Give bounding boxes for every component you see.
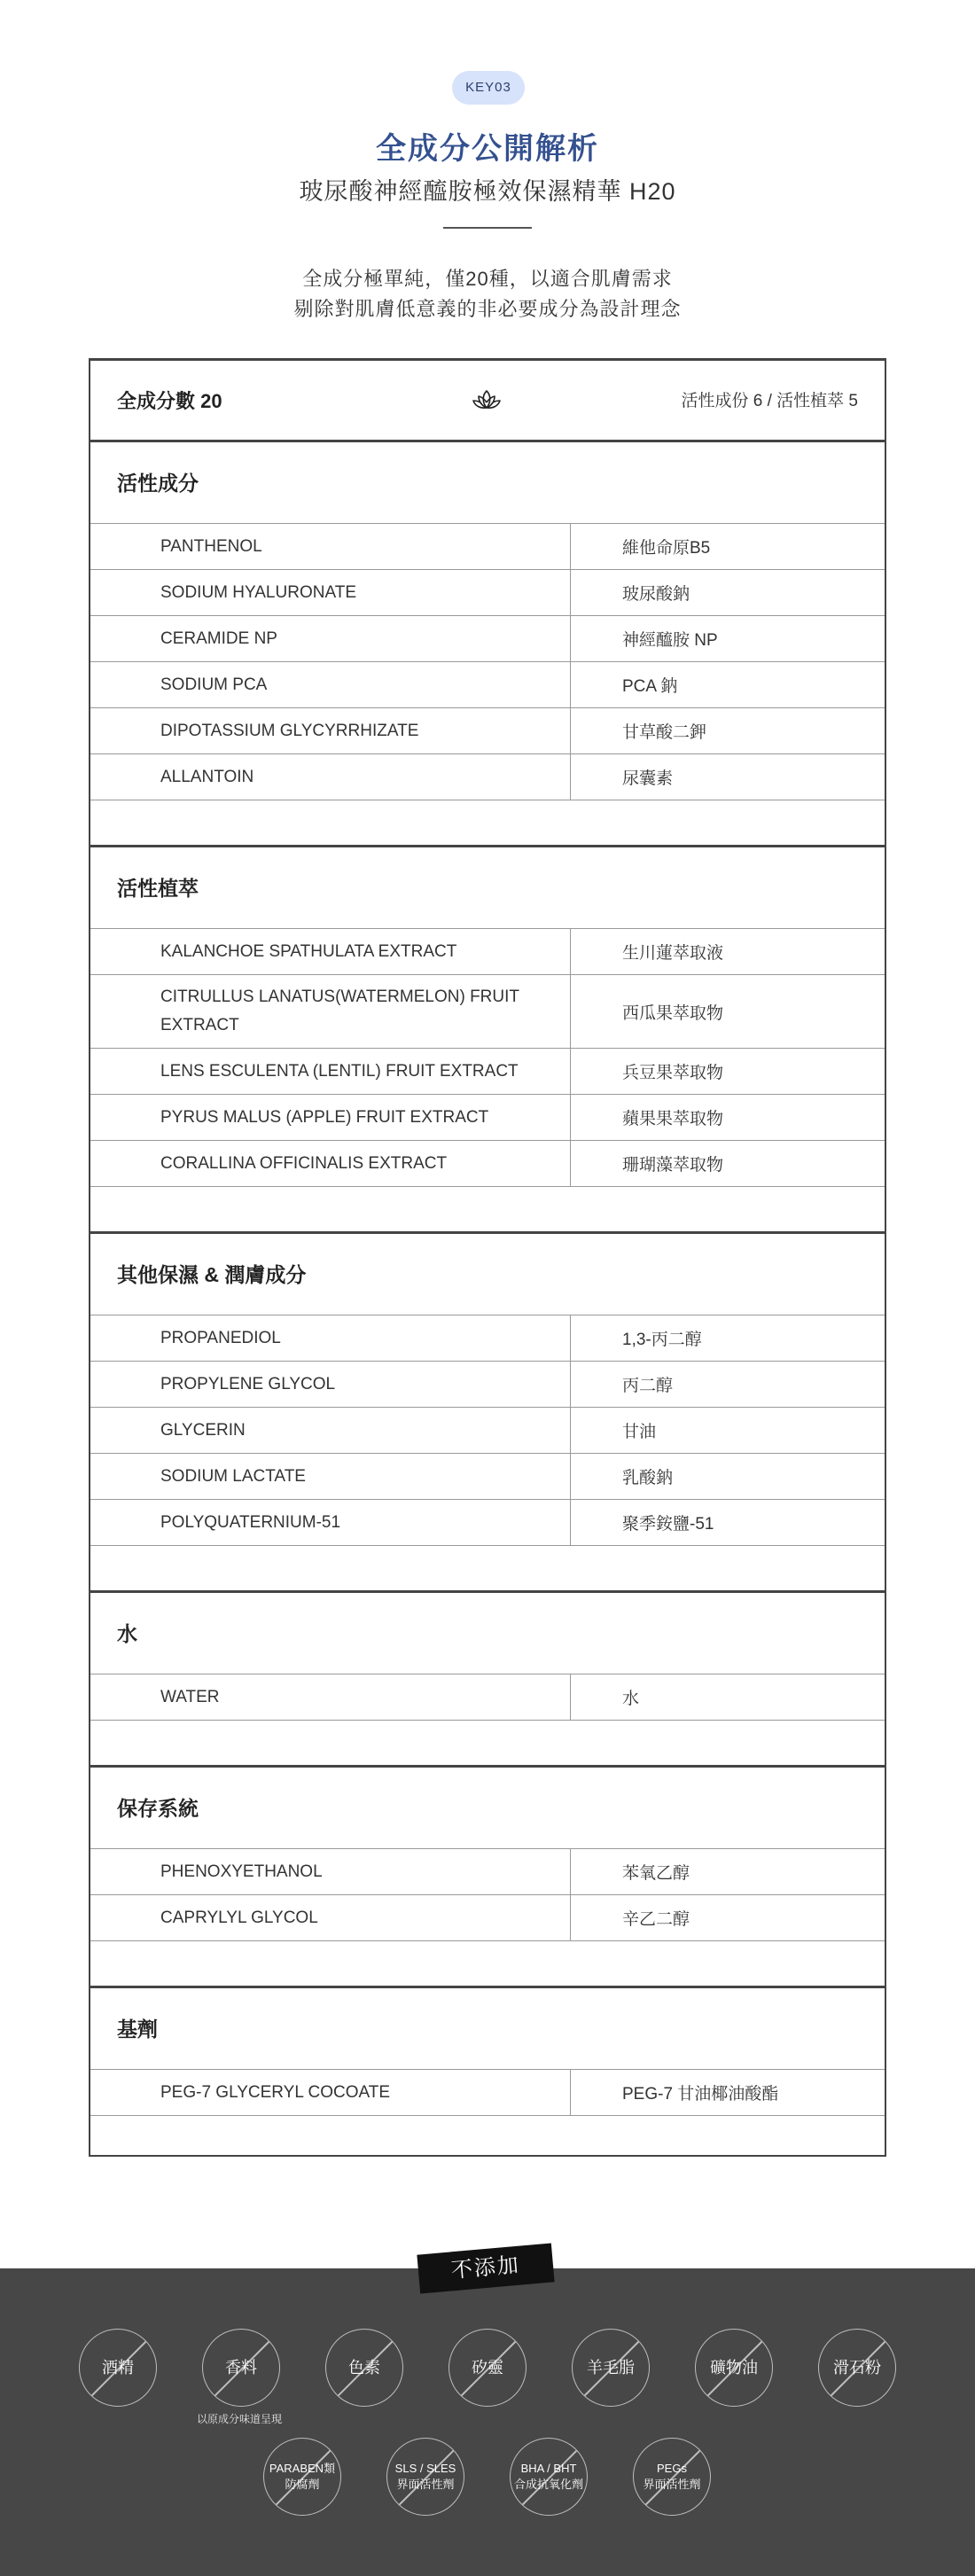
section	[90, 442, 885, 847]
badge-label: 色素	[348, 2359, 380, 2377]
free-from-badge	[263, 2438, 341, 2516]
ingredient-chinese-name: PEG-7 甘油椰油酸酯	[622, 2085, 779, 2104]
section-title: 水	[90, 1593, 885, 1674]
free-from-badge	[325, 2329, 403, 2407]
free-from-badge	[572, 2329, 650, 2407]
section	[90, 1988, 885, 2160]
ingredient-chinese-name: 神經醯胺 NP	[622, 631, 718, 650]
table-row	[90, 1408, 885, 1454]
badge-label-line-1: PEGs	[657, 2462, 687, 2475]
ingredient-chinese-name: 維他命原B5	[622, 539, 711, 558]
table-row	[90, 754, 885, 800]
description-line-1: 全成分極單純，僅20種，以適合肌膚需求	[302, 268, 673, 290]
ingredient-chinese-name: 1,3-丙二醇	[622, 1331, 702, 1349]
ingredient-inci-name: SODIUM HYALURONATE	[90, 570, 571, 615]
ingredient-chinese-name: 珊瑚藻萃取物	[622, 1156, 724, 1175]
ingredient-inci-name: POLYQUATERNIUM-51	[90, 1500, 571, 1545]
ingredient-count: 全成分數 20	[117, 390, 222, 412]
free-from-tag: 不添加	[417, 2243, 554, 2293]
table-row	[90, 570, 885, 616]
section-title: 活性成分	[90, 442, 885, 524]
badge-label-line-2: 防腐劑	[285, 2478, 320, 2491]
badge-label: 羊毛脂	[587, 2359, 635, 2377]
ingredient-chinese-name: 苯氧乙醇	[622, 1864, 690, 1883]
section-title: 活性植萃	[90, 847, 885, 929]
ingredient-chinese-name: 辛乙二醇	[622, 1910, 690, 1929]
ingredient-chinese-name: 丙二醇	[622, 1377, 674, 1395]
free-from-badge	[510, 2438, 588, 2516]
section-title: 保存系統	[90, 1768, 885, 1849]
description-line-2: 剔除對肌膚低意義的非必要成分為設計理念	[293, 298, 682, 320]
section-title: 其他保濕 & 潤膚成分	[90, 1234, 885, 1315]
ingredient-chinese-name: 尿囊素	[622, 769, 674, 788]
free-from-badge	[818, 2329, 896, 2407]
ingredient-chinese-name: 生川蓮萃取液	[622, 944, 724, 963]
badge-label: 礦物油	[710, 2359, 758, 2377]
table-row	[90, 616, 885, 662]
table-row	[90, 524, 885, 570]
fragrance-note: 以原成分味道呈現	[197, 2413, 283, 2425]
ingredient-inci-name: LENS ESCULENTA (LENTIL) FRUIT EXTRACT	[90, 1049, 571, 1094]
section	[90, 1768, 885, 1988]
ingredient-inci-name: DIPOTASSIUM GLYCYRRHIZATE	[90, 708, 571, 753]
table-row	[90, 1141, 885, 1187]
ingredient-inci-name: PROPYLENE GLYCOL	[90, 1362, 571, 1407]
ingredient-inci-name: SODIUM PCA	[90, 662, 571, 707]
table-row	[90, 708, 885, 754]
page-title: 全成分公開解析	[376, 132, 599, 166]
section-spacer	[90, 1721, 885, 1765]
badge-label: 滑石粉	[833, 2359, 881, 2377]
table-row	[90, 975, 885, 1049]
ingredient-chinese-name: 蘋果果萃取物	[622, 1110, 724, 1128]
table-row	[90, 1095, 885, 1141]
section-spacer	[90, 1941, 885, 1986]
ingredient-inci-name: KALANCHOE SPATHULATA EXTRACT	[90, 929, 571, 974]
badge-label: 酒精	[102, 2359, 134, 2377]
table-row	[90, 1049, 885, 1095]
section-spacer	[90, 1546, 885, 1590]
lotus-icon	[472, 387, 502, 414]
badge-label-line-2: 界面活性劑	[643, 2478, 701, 2491]
ingredient-chinese-name: 西瓜果萃取物	[622, 1003, 724, 1023]
free-from-badge	[386, 2438, 464, 2516]
section	[90, 847, 885, 1234]
free-from-badge	[448, 2329, 526, 2407]
table-row	[90, 1849, 885, 1895]
ingredient-chinese-name: 甘草酸二鉀	[622, 723, 707, 742]
free-from-badge	[695, 2329, 773, 2407]
section-spacer	[90, 1187, 885, 1231]
ingredient-inci-name: PEG-7 GLYCERYL COCOATE	[90, 2070, 571, 2115]
ingredient-chinese-name: 玻尿酸鈉	[622, 585, 690, 604]
table-row	[90, 929, 885, 975]
ingredient-inci-name: SODIUM LACTATE	[90, 1454, 571, 1499]
ingredient-inci-name: PYRUS MALUS (APPLE) FRUIT EXTRACT	[90, 1095, 571, 1140]
badge-label	[395, 2461, 456, 2493]
badge-label	[269, 2461, 335, 2493]
ingredient-chinese-name: 水	[622, 1690, 640, 1708]
section-spacer	[90, 2116, 885, 2160]
badge-label-line-1: SLS / SLES	[394, 2462, 456, 2475]
free-from-badge	[202, 2329, 280, 2407]
section	[90, 1593, 885, 1768]
ingredient-sections	[90, 442, 885, 2160]
free-from-band	[0, 2268, 975, 2576]
badge-label: 香料	[225, 2359, 257, 2377]
badge-label-line-2: 合成抗氧化劑	[513, 2478, 583, 2491]
ingredient-chinese-name: 聚季銨鹽-51	[622, 1515, 714, 1534]
free-from-badge	[79, 2329, 157, 2407]
ingredient-chinese-name: 甘油	[622, 1423, 657, 1441]
ingredient-chinese-name: 兵豆果萃取物	[622, 1064, 724, 1082]
table-row	[90, 1362, 885, 1408]
ingredient-chinese-name: 乳酸鈉	[622, 1469, 674, 1487]
table-row	[90, 662, 885, 708]
ingredient-table	[89, 358, 886, 2157]
table-header	[90, 361, 885, 442]
ingredient-inci-name: WATER	[90, 1674, 571, 1720]
key-tag: KEY03	[452, 71, 525, 105]
badge-label-line-2: 界面活性劑	[396, 2478, 455, 2491]
table-row	[90, 1454, 885, 1500]
ingredient-inci-name: ALLANTOIN	[90, 754, 571, 800]
ingredient-inci-name: CERAMIDE NP	[90, 616, 571, 661]
product-name: 玻尿酸神經醯胺極效保濕精華 H20	[299, 178, 676, 205]
ingredient-summary: 活性成份 6 / 活性植萃 5	[681, 392, 858, 410]
badge-label-line-1: PARABEN類	[269, 2462, 336, 2475]
section	[90, 1234, 885, 1593]
table-row	[90, 1315, 885, 1362]
ingredient-chinese-name: PCA 鈉	[622, 677, 678, 696]
badge-label: 矽靈	[472, 2359, 503, 2377]
table-row	[90, 1895, 885, 1941]
ingredient-inci-name: CITRULLUS LANATUS(WATERMELON) FRUIT EXTRACT	[90, 975, 571, 1048]
title-divider	[443, 227, 532, 229]
ingredient-inci-name: GLYCERIN	[90, 1408, 571, 1453]
badge-label-line-1: BHA / BHT	[520, 2462, 577, 2475]
table-row	[90, 1674, 885, 1721]
section-spacer	[90, 800, 885, 845]
ingredient-inci-name: PROPANEDIOL	[90, 1315, 571, 1361]
free-from-badge	[633, 2438, 711, 2516]
table-row	[90, 2070, 885, 2116]
description	[0, 264, 975, 324]
section-title: 基劑	[90, 1988, 885, 2070]
badge-label	[514, 2461, 583, 2493]
table-row	[90, 1500, 885, 1546]
ingredient-inci-name: CAPRYLYL GLYCOL	[90, 1895, 571, 1940]
ingredient-inci-name: PHENOXYETHANOL	[90, 1849, 571, 1894]
ingredient-inci-name: PANTHENOL	[90, 524, 571, 569]
badge-label	[643, 2461, 700, 2493]
ingredient-inci-name: CORALLINA OFFICINALIS EXTRACT	[90, 1141, 571, 1186]
